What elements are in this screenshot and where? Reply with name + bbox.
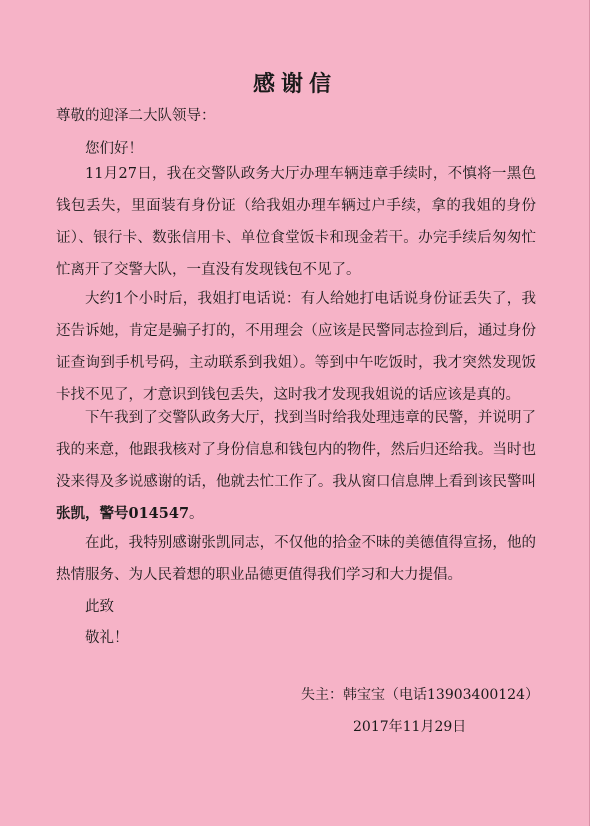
closing-respectfully: 此致 [85, 599, 114, 615]
letter-title: 感谢信 [252, 71, 337, 97]
greeting: 您们好！ [85, 141, 143, 157]
letter-date: 2017年11月29日 [353, 719, 467, 735]
closing-salute: 敬礼！ [85, 630, 129, 646]
signature-line: 失主：韩宝宝（电话13903400124） [301, 687, 539, 703]
salutation: 尊敬的迎泽二大队领导： [56, 108, 216, 124]
paragraph-4: 在此，我特别感谢张凯同志，不仅他的拾金不昧的美德值得宣扬，他的热情服务、为人民着想的职业品德更值得我们学习和大力提倡。 [56, 535, 536, 583]
paragraph-2: 大约1个小时后，我姐打电话说：有人给她打电话说身份证丢失了，我还告诉她，肯定是骗子打的，不用理会（应该是民警同志捡到后，通过身份证查询到手机号码，主动联系到我姐）。等到中午吃饭时，我才突然发现饭卡找不见了，才意识到钱包丢失，这时我才发现我姐说的话应该是真的。 [56, 291, 536, 403]
paragraph-3-text: 下午我到了交警队政务大厅，找到当时给我处理违章的民警，并说明了我的来意，他跟我核对了身份信息和钱包内的物件，然后归还给我。当时也没来得及多说感谢的话，他就去忙工作了。我从窗口信息牌上看到该民警叫 [56, 410, 536, 490]
paper-edge-margin [590, 0, 600, 826]
paragraph-1: 11月27日，我在交警队政务大厅办理车辆违章手续时，不慎将一黑色钱包丢失，里面装有身份证（给我姐办理车辆过户手续，拿的我姐的身份证）、银行卡、数张信用卡、单位食堂饭卡和现金若干。办完手续后匆匆忙忙离开了交警大队，一直没有发现钱包不见了。 [56, 166, 536, 278]
officer-name-badge: 张凯，警号014547 [56, 505, 190, 522]
paragraph-3 [56, 402, 536, 530]
paragraph-3-end: 。 [189, 506, 204, 522]
